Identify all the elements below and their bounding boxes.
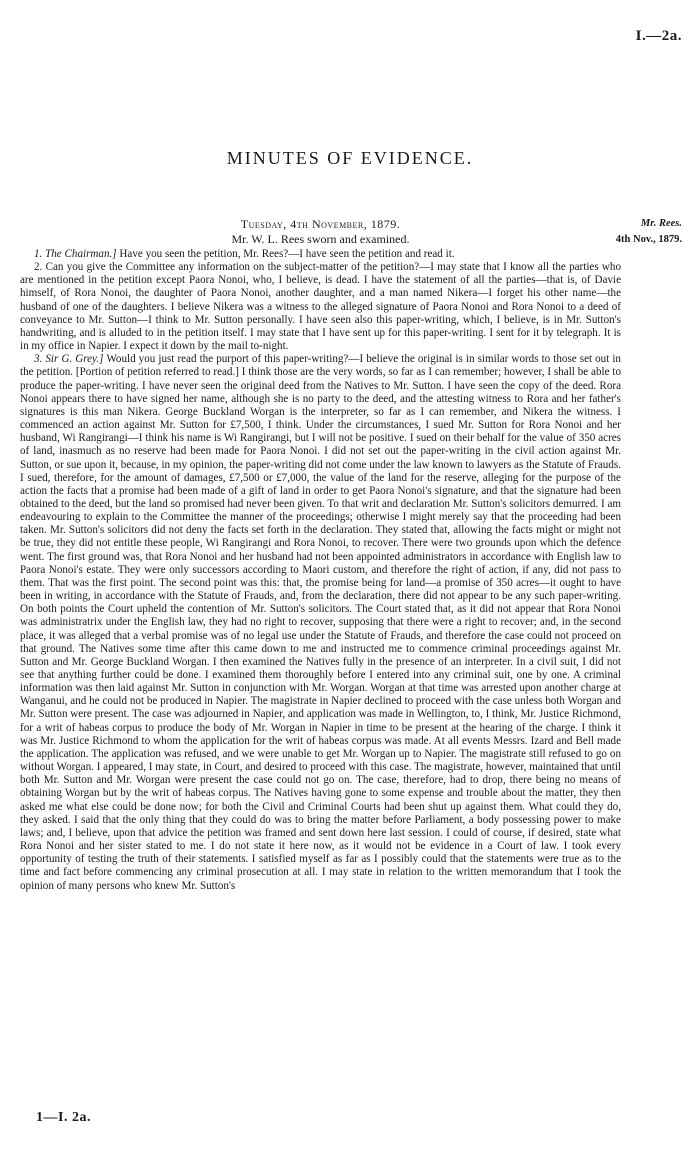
- page-reference: I.—2a.: [635, 28, 682, 44]
- paragraph-text: Can you give the Committee any information on the subject-matter of the petition?—I may state that I know all the parties who are mentioned in the petition except Paora Nonoi, who, I believe, is dead. I have the statement of all the parties—that is, of Davie himself, of Rora Nonoi, the daughter of Paora Nonoi, another daughter, and a man named Nikera—I forget his other name—the husband of one of the daughters. I believe Nikera was a witness to the alleged signature of Paora Nonoi and Rora Nonoi to a deed of conveyance to Mr. Sutton—I think to Mr. Sutton personally. I have seen also this paper-writing, which, I believe, is in Mr. Sutton's handwriting, and is alluded to in the petition itself. I may state that I have sent up for this paper-writing. I sent for it by telegraph. It is in my office in Napier. I expect it down by the mail to-night.: [20, 261, 622, 353]
- paragraph-text: Have you seen the petition, Mr. Rees?—I have seen the petition and read it.: [119, 248, 455, 260]
- evidence-paragraph: [20, 353, 621, 892]
- evidence-paragraph: [20, 261, 621, 353]
- witness-sworn-line: Mr. W. L. Rees sworn and examined.: [231, 232, 410, 246]
- page-title: MINUTES OF EVIDENCE.: [226, 148, 474, 168]
- speaker-label: 3. Sir G. Grey.]: [34, 353, 104, 366]
- speaker-label: 1. The Chairman.]: [34, 248, 117, 260]
- evidence-body: [20, 248, 621, 893]
- margin-witness-name: Mr. Rees.: [640, 218, 682, 229]
- paragraph-text: Would you just read the purport of this paper-writing?—I believe the original is in similar words to those set out in the petition. [Portion of petition referred to read.] I think those are the very words, so far as I can remember; however, I shall be able to produce the paper-writing. I have never seen the original deed from the Natives to Mr. Sutton. I have seen the copy of the deed. Rora Nonoi appears there to have signed her name, although she is no party to the deed, and the attesting witness to Rora and her father's signatures is this man Nikera. George Buckland Worgan is the interpreter, so far as I can remember, and Nikera the witness. I commenced an action against Mr. Sutton for £7,500, I think. Under the circumstances, I sued Mr. Sutton for Rora Nonoi and her husband, Wi Rangirangi—I think his name is Wi Rangirangi, but I will not be positive. I sued on their behalf for the value of 350 acres of land, inasmuch as no reserve had been made for Paora Nonoi. I did not set out the paper-writing in the civil action against Mr. Sutton, or sue upon it, because, in my opinion, the paper-writing did not come under the law known to lawyers as the Statute of Frauds. I sued, therefore, for the amount of damages, £7,500 or £7,000, the value of the land for the reserve, alleging for the purpose of the action the facts that a promise had been made of a gift of land in order to get Paora Nonoi's signature, and that the signature had been obtained to the deed, but the land so promised had never been given. To that writ and declaration Mr. Sutton's solicitors demurred. I am endeavouring to explain to the Committee the manner of the proceedings; otherwise I might merely say that the proceeding had been taken. Mr. Sutton's solicitors did not deny the facts set forth in the declaration. They stated that, allowing the facts might or might not be true, they did not entitle these people, Wi Rangirangi and Rora Nonoi, to recover. There were two grounds upon which the defence went. The first ground was, that Rora Nonoi and her husband had not been appointed administrators in accordance with English law to Paora Nonoi's estate. They were only successors according to Maori custom, and therefore the right of action, if any, did not pass to them. That was the first point. The second point was this: that, the promise being for land—a promise of 350 acres—it ought to have been in writing, in accordance with the Statute of Frauds, and, from the declaration, there did not appear to be any such paper-writing. On both points the Court upheld the contention of Mr. Sutton's solicitors. The Court stated that, as it did not appear that Rora Nonoi was administratrix under the English law, they had no right to recover, supposing that there were a right to recover; and, in the second place, it was alleged that a verbal promise was of no legal use under the Statute of Frauds, and therefore the case could not proceed on that ground. The Natives some time after this came down to me and instructed me to commence criminal proceedings against Mr. Sutton and Mr. George Buckland Worgan. I then examined the Natives fully in the presence of an interpreter. In a civil suit, I did not see that anything further could be done. I examined them thoroughly before I entered into any criminal suit, one by one. A criminal information was then laid against Mr. Sutton in conjunction with Mr. Worgan. Worgan at that time was arrested upon another charge at Wanganui, and he could not be produced in Napier. The magistrate in Napier declined to proceed with the case unless both Worgan and Mr. Sutton were present. The case was adjourned in Napier, and application was made in Wellington, to, I think, Mr. Justice Richmond, for a writ of habeas corpus to produce the body of Mr. Worgan in Napier in time to be present at the hearing of the charge. I think it was Mr. Justice Richmond to whom the application for the writ of habeas corpus was made. At all events Messrs. Izard and Bell made the application. The application was refused, and we were unable to get Mr. Worgan up to Napier. The magistrate still refused to go on without Worgan. I appeared, I may state, in Court, and desired to proceed with this case. The magistrate, however, maintained that until both Mr. Sutton and Mr. Worgan were present the case could not go on. The case, therefore, had to drop, there being no means of obtaining Worgan but by the writ of habeas corpus. The Natives having gone to some expense and trouble about the matter, they then asked me what else could be done now; for both the Civil and Criminal Courts had been shut up against them. What could they do, they asked. I said that the only thing that they could do was to bring the matter before Parliament, a body possessing power to make laws; and, I believe, upon that advice the petition was framed and sent down here last session. I could of course, if desired, state what Rora Nonoi and her sister stated to me. I do not state it here now, as it would not be evidence in a Court of law. I took every opportunity of testing the truth of their statements. I satisfied myself as far as I possibly could that the statements were true as to the time and fact before commencing any criminal prosecution at all. I may state in relation to the written memorandum that I took the opinion of many persons who knew Mr. Sutton's: [20, 353, 621, 892]
- footer-signature: 1—I. 2a.: [36, 1110, 91, 1125]
- speaker-label: 2.: [34, 261, 43, 274]
- evidence-paragraph: [20, 248, 621, 261]
- session-date: Tuesday, 4th November, 1879.: [240, 217, 401, 231]
- margin-date: 4th Nov., 1879.: [615, 234, 682, 245]
